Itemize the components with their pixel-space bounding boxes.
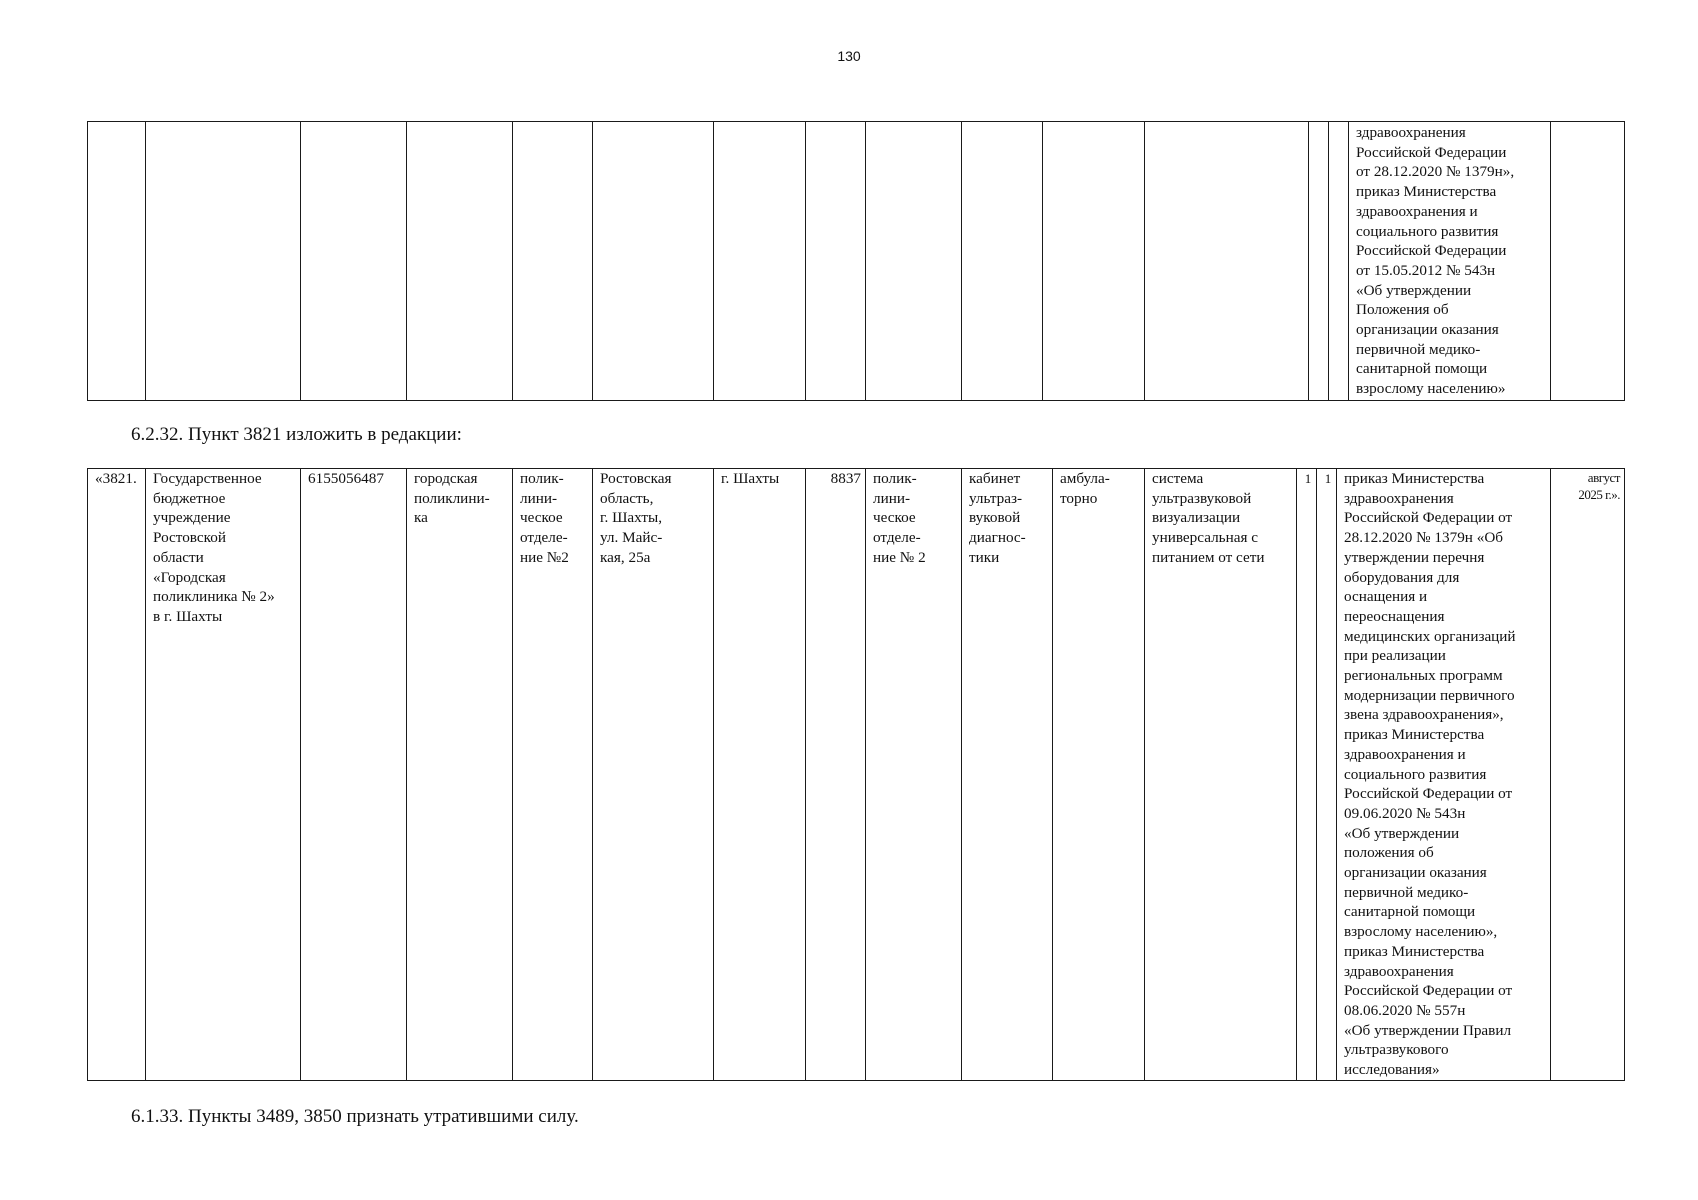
quantity-cell: 1 bbox=[1317, 469, 1337, 1081]
continuation-table bbox=[87, 121, 1625, 401]
table-row bbox=[88, 469, 1625, 1081]
table-cell bbox=[301, 122, 407, 401]
legal-basis-cell: приказ Министерства здравоохранения Российской Федерации от 28.12.2020 № 1379н «Об утверждении перечня оборудования для оснащения и переоснащения медицинских организаций при реализации региональных программ модернизации первичного звена здравоохранения», приказ Министерства здравоохранения и социального развития Российской Федерации от 09.06.2020 № 543н «Об утверждении положения об организации оказания первичной медико- санитарной помощи взрослому населению», приказ Министерства здравоохранения Российской Федерации от 08.06.2020 № 557н «Об утверждении Правил ультразвукового исследования» bbox=[1337, 469, 1551, 1081]
organization-name-cell: Государственное бюджетное учреждение Ростовской области «Городская поликлиника № 2» в г. Шахты bbox=[146, 469, 301, 1081]
table-cell bbox=[806, 122, 866, 401]
table-cell bbox=[714, 122, 806, 401]
table-cell bbox=[146, 122, 301, 401]
item-number-cell: «3821. bbox=[88, 469, 146, 1081]
cabinet-cell: кабинет ультраз- вуковой диагнос- тики bbox=[962, 469, 1053, 1081]
table-cell bbox=[962, 122, 1043, 401]
page-number: 130 bbox=[837, 48, 861, 64]
department-cell: полик- лини- ческое отделе- ние №2 bbox=[513, 469, 593, 1081]
city-cell: г. Шахты bbox=[714, 469, 806, 1081]
quantity-cell: 1 bbox=[1297, 469, 1317, 1081]
organization-type-cell: городская поликлини- ка bbox=[407, 469, 513, 1081]
table-cell bbox=[513, 122, 593, 401]
paragraph-edit-point: 6.2.32. Пункт 3821 изложить в редакции: bbox=[131, 424, 462, 445]
table-cell bbox=[866, 122, 962, 401]
table-cell bbox=[407, 122, 513, 401]
item-3821-table bbox=[87, 468, 1625, 1081]
care-condition-cell: амбула- торно bbox=[1053, 469, 1145, 1081]
table-cell bbox=[593, 122, 714, 401]
table-row bbox=[88, 122, 1625, 401]
table-cell bbox=[88, 122, 146, 401]
address-cell: Ростовская область, г. Шахты, ул. Майс- кая, 25а bbox=[593, 469, 714, 1081]
subdivision-cell: полик- лини- ческое отделе- ние № 2 bbox=[866, 469, 962, 1081]
inn-cell: 6155056487 bbox=[301, 469, 407, 1081]
code-cell: 8837 bbox=[806, 469, 866, 1081]
paragraph-repeal-points: 6.1.33. Пункты 3489, 3850 признать утратившими силу. bbox=[131, 1106, 579, 1127]
table-cell bbox=[1309, 122, 1329, 401]
table-cell bbox=[1043, 122, 1145, 401]
table-cell bbox=[1329, 122, 1349, 401]
table-cell bbox=[1551, 122, 1625, 401]
table-cell bbox=[1145, 122, 1309, 401]
legal-basis-cell: здравоохранения Российской Федерации от 28.12.2020 № 1379н», приказ Министерства здравоохранения и социального развития Российской Федерации от 15.05.2012 № 543н «Об утверждении Положения об организации оказания первичной медико- санитарной помощи взрослому населению» bbox=[1349, 122, 1551, 401]
date-cell: август 2025 г.». bbox=[1551, 469, 1625, 1081]
equipment-cell: система ультразвуковой визуализации универсальная с питанием от сети bbox=[1145, 469, 1297, 1081]
